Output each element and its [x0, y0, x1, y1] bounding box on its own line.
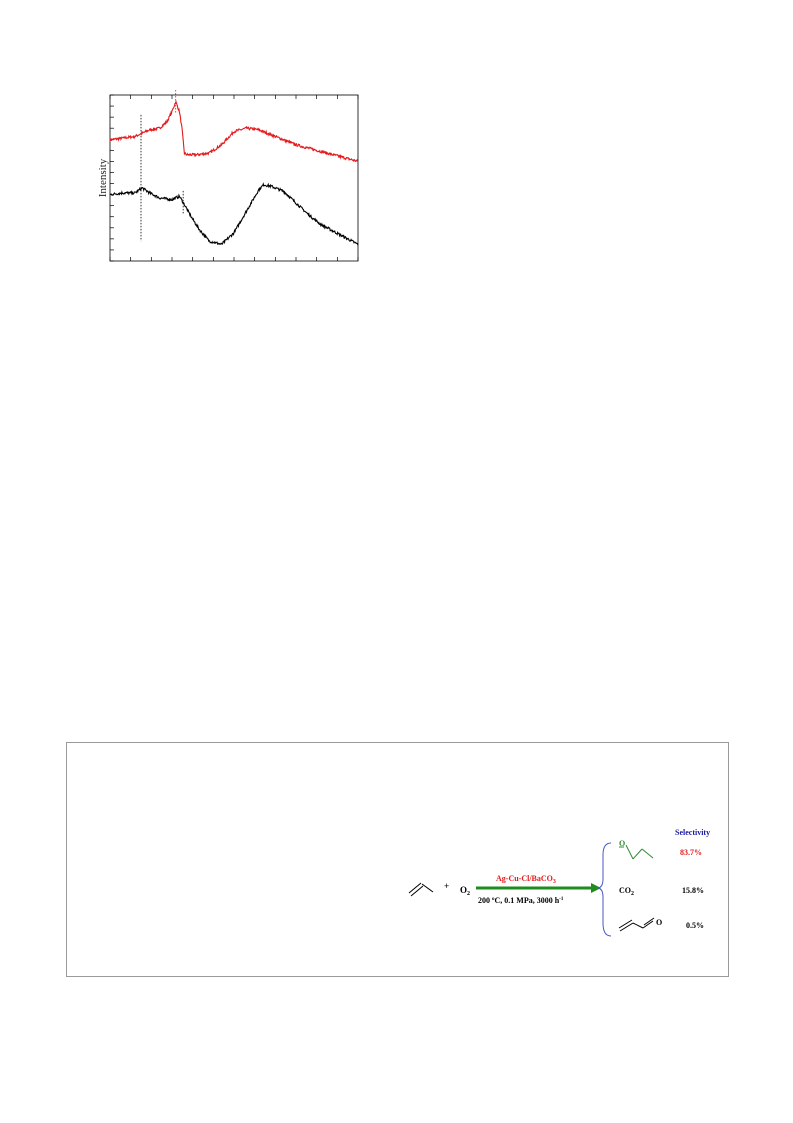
conditions-rest: C, 0.1 MPa, 3000 h	[494, 896, 560, 905]
propene-structure	[409, 883, 433, 896]
reference-lines	[141, 90, 183, 241]
graphical-abstract-box	[66, 742, 729, 977]
conditions-exponent: -1	[559, 897, 564, 902]
catalyst-label	[496, 874, 556, 885]
conditions-label	[478, 896, 564, 905]
chart-axes	[110, 95, 358, 261]
co2-text: CO	[619, 886, 631, 895]
series-line-1	[110, 184, 358, 245]
reaction-scheme	[67, 743, 730, 978]
acrolein-structure	[619, 918, 654, 931]
oxygen-symbol: O	[460, 885, 468, 895]
conditions-temp: 200	[478, 896, 492, 905]
co2-selectivity: 15.8%	[682, 886, 704, 895]
epoxide-oxygen: O	[619, 839, 626, 848]
reaction-arrow	[476, 883, 601, 893]
xrd-chart	[96, 92, 360, 264]
oxygen-subscript: 2	[467, 891, 471, 897]
acrolein-selectivity: 0.5%	[686, 921, 704, 930]
epoxide-selectivity: 83.7%	[680, 848, 702, 857]
catalyst-text: Ag-Cu-Cl/BaCO	[496, 874, 553, 883]
plot-frame	[110, 95, 358, 261]
conditions-degree: o	[492, 897, 495, 902]
selectivity-header: Selectivity	[675, 828, 711, 837]
product-brace	[597, 843, 611, 936]
series-line-0	[110, 102, 358, 162]
plus-sign: +	[444, 881, 450, 891]
xrd-figure	[96, 92, 360, 264]
oxygen-label	[460, 885, 470, 897]
co2-subscript: 2	[631, 891, 634, 897]
chart-series	[110, 102, 358, 246]
co2-label	[619, 886, 634, 897]
catalyst-subscript: 3	[552, 879, 556, 885]
acrolein-oxygen: O	[656, 918, 663, 927]
y-axis-label: Intensity	[97, 158, 109, 198]
